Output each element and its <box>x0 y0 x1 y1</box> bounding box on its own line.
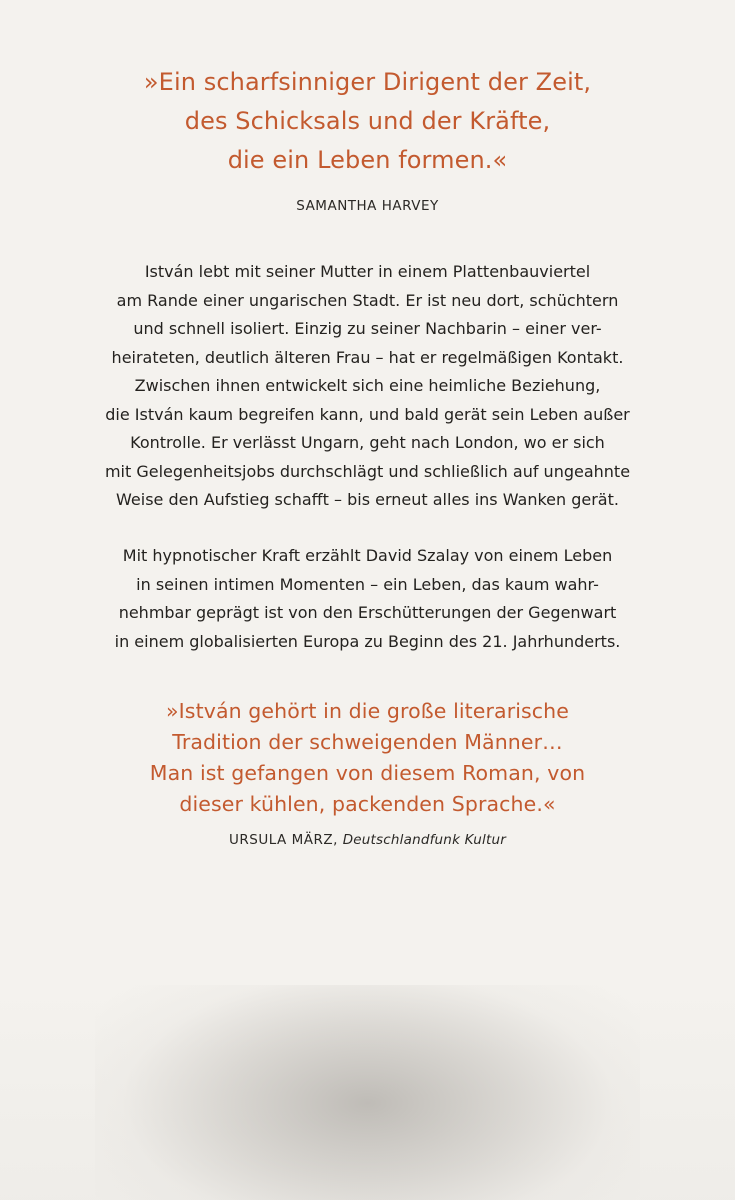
text-line: Mit hypnotischer Kraft erzählt David Szalay von einem Leben <box>122 546 613 565</box>
text-line: heirateten, deutlich älteren Frau – hat er regelmäßigen Kontakt. <box>111 347 624 367</box>
review-quote-bottom <box>0 696 735 820</box>
synopsis-paragraph-1 <box>0 258 735 515</box>
attribution-source: Deutschlandfunk Kultur <box>342 832 506 848</box>
quote-line: Tradition der schweigenden Männer… <box>172 730 563 754</box>
synopsis-paragraph-2 <box>0 542 735 656</box>
cover-shadow <box>95 985 640 1200</box>
text-line: in einem globalisierten Europa zu Beginn des 21. Jahrhunderts. <box>114 631 621 651</box>
quote-line: Man ist gefangen von diesem Roman, von <box>149 761 586 785</box>
quote-line: »Ein scharfsinniger Dirigent der Zeit, <box>143 68 592 96</box>
quote-line: »István gehört in die große literarische <box>166 699 569 723</box>
text-line: die István kaum begreifen kann, und bald gerät sein Leben außer <box>105 404 630 424</box>
quote-attribution-top: SAMANTHA HARVEY <box>296 198 439 214</box>
text-line: mit Gelegenheitsjobs durchschlägt und schließlich auf ungeahnte <box>104 461 631 481</box>
text-line: am Rande einer ungarischen Stadt. Er ist neu dort, schüchtern <box>116 290 619 310</box>
text-line: Zwischen ihnen entwickelt sich eine heimliche Beziehung, <box>134 376 601 395</box>
text-line: und schnell isoliert. Einzig zu seiner Nachbarin – einer ver- <box>133 319 602 338</box>
quote-line: dieser kühlen, packenden Sprache.« <box>179 792 556 816</box>
quote-attribution-bottom <box>0 832 735 848</box>
review-quote-top <box>0 63 735 180</box>
text-line: Weise den Aufstieg schafft – bis erneut alles ins Wanken gerät. <box>116 490 619 509</box>
text-line: in seinen intimen Momenten – ein Leben, das kaum wahr- <box>136 574 599 594</box>
attribution-name: URSULA MÄRZ, <box>229 832 338 848</box>
text-line: Kontrolle. Er verlässt Ungarn, geht nach London, wo er sich <box>130 433 605 452</box>
quote-line: des Schicksals und der Kräfte, <box>184 107 551 135</box>
text-line: nehmbar geprägt ist von den Erschütterungen der Gegenwart <box>118 603 617 622</box>
quote-line: die ein Leben formen.« <box>227 146 508 174</box>
text-line: István lebt mit seiner Mutter in einem Plattenbauviertel <box>144 262 591 281</box>
